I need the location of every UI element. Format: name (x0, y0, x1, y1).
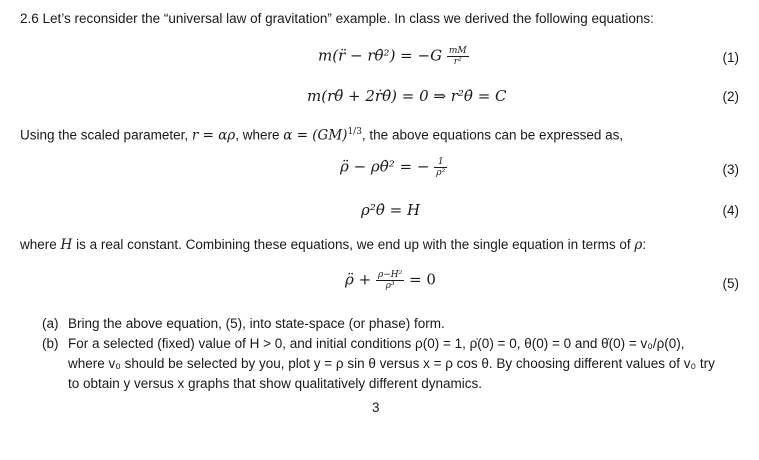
scaling-alpha: α = (GM) (283, 127, 348, 144)
scaling-text-a: Using the scaled parameter, (20, 127, 192, 143)
equation-1 (318, 46, 469, 67)
equation-3-lhs: ρ̈ − ρθ̇² = − (340, 157, 430, 176)
scaling-equation: r = αρ (191, 127, 236, 144)
equation-3-number: (3) (722, 162, 739, 177)
equation-5-denominator: ρ³ (385, 281, 395, 291)
part-a-text: Bring the above equation, (5), into state-space (or phase) form. (68, 316, 445, 331)
problem-intro: 2.6 Let’s reconsider the “universal law of gravitation” example. In class we derived the following equations: (20, 11, 654, 26)
where-text-b: is a real constant. Combining these equations, we end up with the single equation in terms of (72, 237, 635, 252)
where-rho: ρ (634, 237, 643, 253)
where-H: H (60, 237, 73, 253)
part-a (42, 314, 715, 334)
page-number: 3 (372, 400, 380, 415)
equation-5-fraction (376, 270, 404, 291)
equation-1-numerator: mM (448, 46, 467, 56)
equation-5 (345, 270, 436, 291)
equation-5-numerator: ρ−H² (377, 270, 403, 280)
part-b-label: (b) (42, 336, 59, 351)
equation-5-lhs: ρ̈ + (345, 270, 372, 289)
part-a-label: (a) (42, 316, 59, 331)
equation-3 (340, 157, 447, 178)
where-colon: : (642, 237, 647, 252)
equation-3-numerator: 1 (434, 157, 447, 168)
where-text-a: where (20, 237, 61, 252)
part-b (42, 334, 715, 394)
part-b-line-1: For a selected (fixed) value of H > 0, and initial conditions ρ(0) = 1, ρ̇(0) = 0, θ(0) = 0 and θ̇(0) = v₀/ρ(0), (68, 336, 685, 351)
equation-2-number: (2) (722, 89, 739, 104)
equation-1-number: (1) (722, 50, 739, 65)
part-b-line-2: where v₀ should be selected by you, plot y = ρ sin θ versus x = ρ cos θ. By choosing different values of v₀ try (68, 356, 715, 371)
equation-3-fraction (434, 157, 447, 178)
equation-2: m(rθ̈ + 2ṙθ̇) = 0 ⇒ r²θ̇ = C (307, 87, 507, 105)
equation-4-number: (4) (722, 203, 739, 218)
equation-5-number: (5) (722, 276, 739, 291)
parts-list (42, 314, 715, 394)
scaling-text-c: , the above equations can be expressed as, (361, 127, 624, 143)
scaling-text-b: , where (235, 127, 284, 143)
scaling-sentence (20, 123, 623, 145)
scaling-exponent: 1/3 (347, 127, 362, 137)
equation-5-rhs: = 0 (409, 270, 436, 289)
equation-3-denominator: ρ² (436, 168, 446, 178)
part-b-line-3: to obtain y versus x graphs that show qualitatively different dynamics. (68, 376, 482, 391)
equation-1-lhs: m(r̈ − rθ̇²) = −G (318, 46, 443, 65)
equation-4: ρ²θ̇ = H (361, 201, 421, 219)
equation-1-fraction (447, 46, 469, 67)
equation-1-denominator: r² (453, 57, 462, 67)
where-sentence (20, 236, 646, 254)
